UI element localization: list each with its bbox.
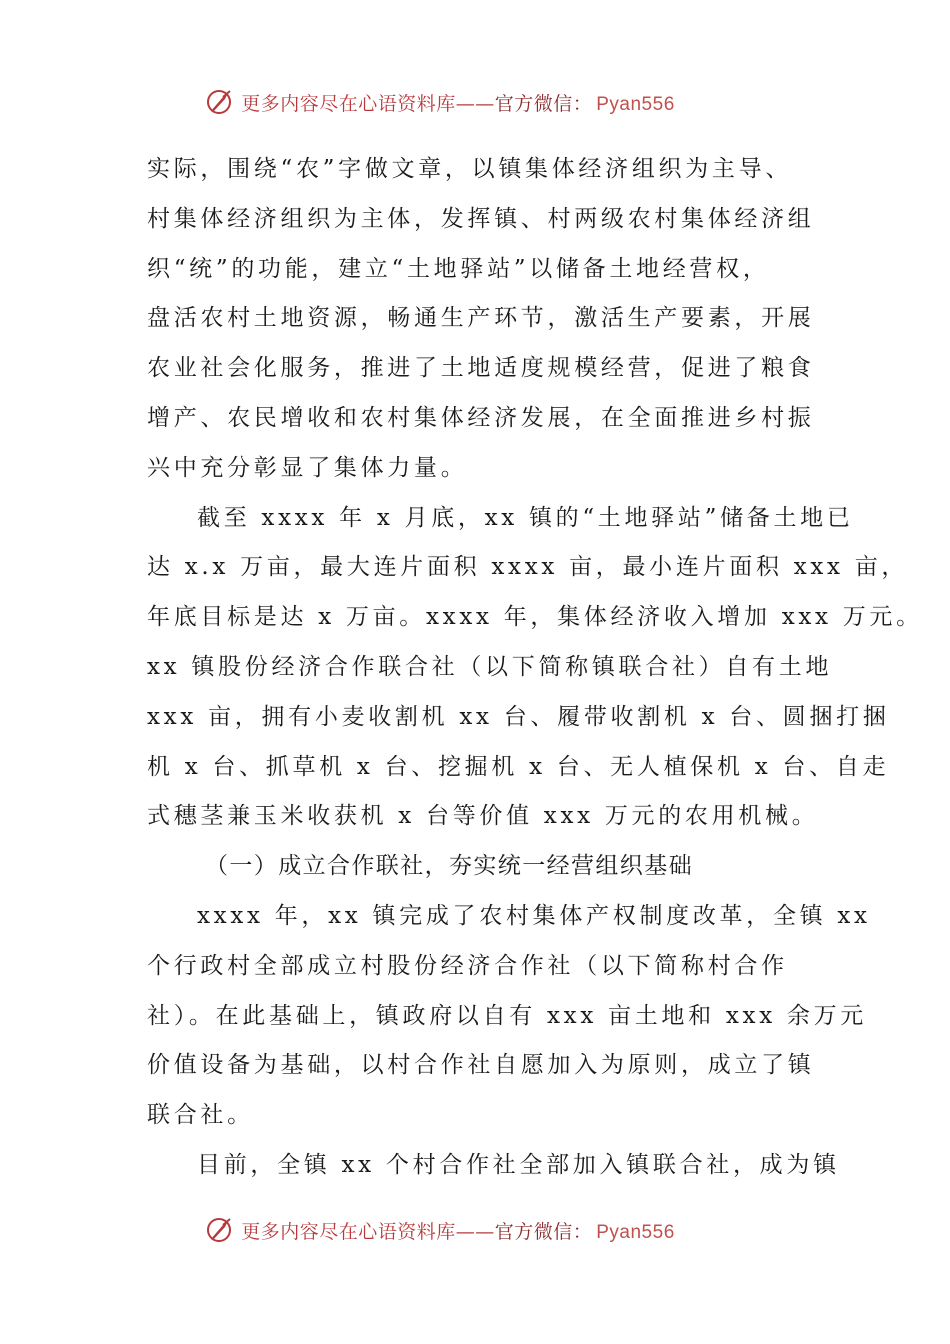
paragraph-line: 式穗茎兼玉米收获机 x 台等价值 xxx 万元的农用机械。 — [147, 803, 819, 830]
paragraph-line: 村集体经济组织为主体，发挥镇、村两级农村集体经济组 — [147, 205, 815, 232]
document-body — [147, 145, 923, 1191]
brand-name: 更多内容尽在心语资料库 — [241, 1220, 456, 1243]
pen-nib-logo-icon — [205, 87, 235, 117]
paragraph-line: 联合社。 — [147, 1102, 254, 1129]
wechat-label: 官方微信： — [494, 1220, 593, 1243]
footer-watermark-banner — [0, 1210, 950, 1250]
paragraph-line: 织“统”的功能，建立“土地驿站”以储备土地经营权， — [147, 255, 770, 282]
wechat-id: Pyan556 — [596, 1221, 675, 1243]
paragraph-line: xx 镇股份经济合作联合社（以下简称镇联合社）自有土地 — [147, 653, 833, 680]
wechat-label: 官方微信： — [494, 92, 593, 115]
paragraph-line: 截至 xxxx 年 x 月底，xx 镇的“土地驿站”储备土地已 — [197, 504, 854, 531]
paragraph-line: 达 x.x 万亩，最大连片面积 xxxx 亩，最小连片面积 xxx 亩， — [147, 554, 909, 581]
brand-name: 更多内容尽在心语资料库 — [241, 92, 456, 115]
paragraph-line: xxxx 年，xx 镇完成了农村集体产权制度改革，全镇 xx — [197, 902, 871, 929]
section-heading: （一）成立合作联社，夯实统一经营组织基础 — [205, 853, 693, 880]
paragraph-line: 增产、农民增收和农村集体经济发展，在全面推进乡村振 — [147, 404, 815, 431]
paragraph-line: 机 x 台、抓草机 x 台、挖掘机 x 台、无人植保机 x 台、自走 — [147, 753, 890, 780]
brand-dash: —— — [455, 92, 495, 115]
pen-nib-logo-icon — [205, 1215, 235, 1245]
header-watermark-banner — [0, 82, 950, 122]
paragraph-line: 实际，围绕“农”字做文章，以镇集体经济组织为主导、 — [147, 156, 793, 182]
paragraph-line: 目前，全镇 xx 个村合作社全部加入镇联合社，成为镇 — [197, 1151, 840, 1178]
paragraph-line: 兴中充分彰显了集体力量。 — [147, 454, 468, 481]
wechat-id: Pyan556 — [596, 93, 675, 115]
brand-dash: —— — [455, 1220, 495, 1243]
paragraph-line: xxx 亩，拥有小麦收割机 xx 台、履带收割机 x 台、圆捆打捆 — [147, 703, 890, 730]
paragraph-line: 价值设备为基础，以村合作社自愿加入为原则，成立了镇 — [147, 1052, 815, 1079]
paragraph-line: 个行政村全部成立村股份经济合作社（以下简称村合作 — [147, 952, 788, 979]
paragraph-line: 农业社会化服务，推进了土地适度规模经营，促进了粮食 — [147, 355, 815, 382]
paragraph-line: 社）。在此基础上，镇政府以自有 xxx 亩土地和 xxx 余万元 — [147, 1002, 867, 1029]
watermark-text — [241, 89, 675, 116]
paragraph-line: 盘活农村土地资源，畅通生产环节，激活生产要素，开展 — [147, 305, 815, 332]
paragraph-line: 年底目标是达 x 万亩。xxxx 年，集体经济收入增加 xxx 万元。 — [147, 604, 923, 631]
watermark-text — [241, 1217, 675, 1244]
